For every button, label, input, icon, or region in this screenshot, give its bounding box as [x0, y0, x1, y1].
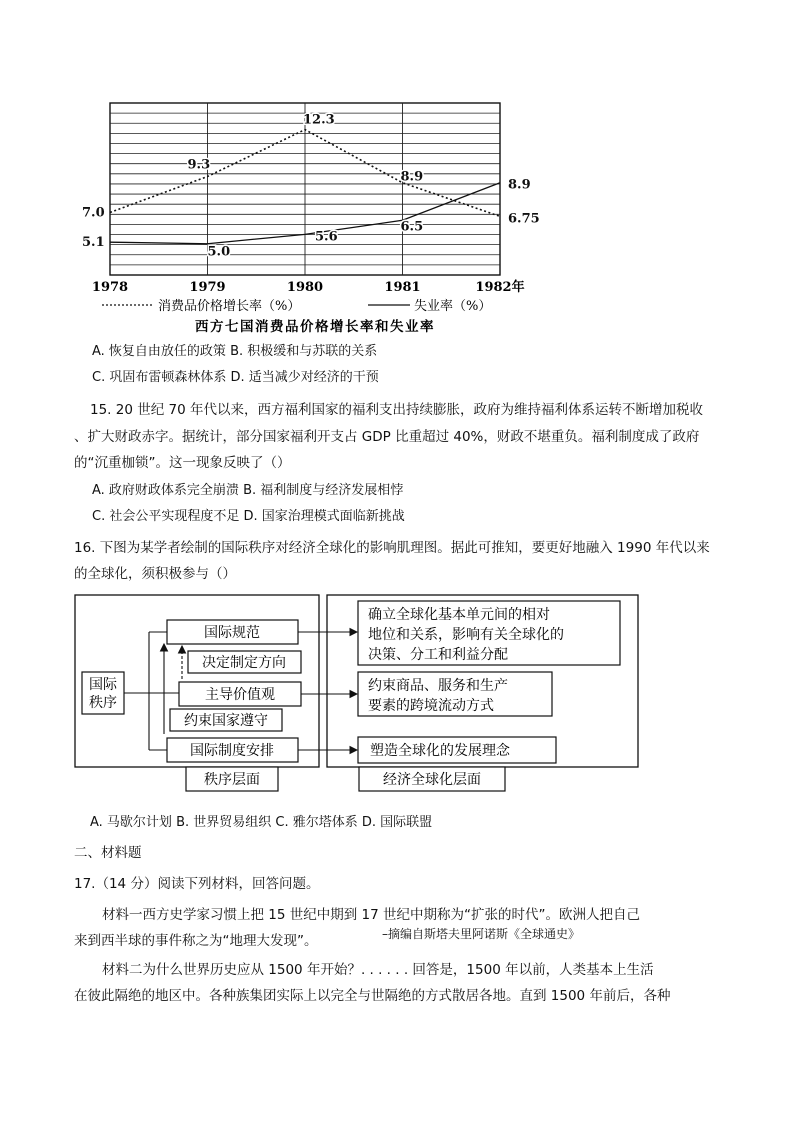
- q14-options-row2: [92, 369, 379, 387]
- line-chart: [80, 95, 550, 340]
- right-box-1-line-1: 确立全球化基本单元间的相对: [368, 607, 550, 623]
- q16-option-a[interactable]: A. 马歇尔计划: [90, 815, 172, 830]
- q15-option-d[interactable]: D. 国家治理模式面临新挑战: [243, 509, 405, 524]
- legend-unemployment-label: 失业率（%）: [414, 299, 492, 314]
- q17-material1-source: –摘编自斯塔夫里阿诺斯《全球通史》: [382, 927, 581, 941]
- intl-norms-label: 国际规范: [204, 625, 260, 641]
- right-box-1-line-3: 决策、分工和利益分配: [368, 647, 508, 663]
- x-tick-label: 1979: [189, 280, 226, 295]
- q15-option-b[interactable]: B. 福利制度与经济发展相悖: [243, 483, 404, 498]
- constrain-states-label: 约束国家遵守: [184, 713, 268, 729]
- legend-cpi-label: 消费品价格增长率（%）: [158, 299, 301, 314]
- q16-option-d[interactable]: D. 国际联盟: [361, 815, 433, 830]
- intl-institutions-label: 国际制度安排: [190, 743, 274, 759]
- section-2-heading: 二、材料题: [74, 845, 142, 861]
- q14-options-row1: [92, 343, 377, 361]
- chart-legend: [102, 298, 491, 314]
- chart-value-labels: [82, 113, 540, 260]
- right-box-2-line-2: 要素的跨境流动方式: [368, 698, 494, 714]
- q14-option-a[interactable]: A. 恢复自由放任的政策: [92, 344, 226, 359]
- order-globalization-diagram: [74, 594, 646, 794]
- x-tick-label: 1981: [384, 280, 421, 295]
- q15-stem-line2: 、扩大财政赤字。据统计，部分国家福利开支占 GDP 比重超过 40%，财政不堪重负。福利制度成了政府: [74, 429, 700, 445]
- q15-options-row1: [92, 482, 403, 500]
- data-label: 9.3: [187, 157, 211, 173]
- q15-option-a[interactable]: A. 政府财政体系完全崩溃: [92, 483, 239, 498]
- data-label: 6.75: [508, 211, 540, 227]
- intl-order-label-1: 国际: [89, 677, 117, 693]
- q14-option-d[interactable]: D. 适当减少对经济的干预: [230, 370, 379, 385]
- data-label: 12.3: [303, 112, 335, 128]
- q16-options-row: [90, 814, 432, 832]
- dominant-values-label: 主导价值观: [205, 687, 275, 703]
- q15-options-row2: [92, 508, 405, 526]
- data-label: 5.1: [82, 235, 105, 251]
- data-label: 5.6: [315, 229, 338, 245]
- chart-title: 西方七国消费品价格增长率和失业率: [195, 319, 435, 335]
- right-box-2-line-1: 约束商品、服务和生产: [368, 678, 508, 694]
- q15-stem-line1: 15. 20 世纪 70 年代以来，西方福利国家的福利支出持续膨胀，政府为维持福利体系运转不断增加税收: [90, 402, 703, 418]
- right-box-1-line-2: 地位和关系，影响有关全球化的: [368, 627, 564, 643]
- order-level-label: 秩序层面: [204, 772, 260, 788]
- q17-material2-line2: 在彼此隔绝的地区中。各种族集团实际上以完全与世隔绝的方式散居各地。直到 1500 年前后，各种: [74, 988, 671, 1004]
- q14-option-c[interactable]: C. 巩固布雷顿森林体系: [92, 370, 227, 385]
- q15-option-c[interactable]: C. 社会公平实现程度不足: [92, 509, 240, 524]
- intl-order-label-2: 秩序: [89, 695, 117, 711]
- q17-material2-line1: 材料二为什么世界历史应从 1500 年开始？. . . . . . 回答是，1500 年以前，人类基本上生活: [102, 962, 654, 978]
- x-tick-label: 1982年: [475, 280, 525, 295]
- q16-option-b[interactable]: B. 世界贸易组织: [176, 815, 272, 830]
- q15-stem-line3: 的“沉重枷锁”。这一现象反映了（）: [74, 455, 291, 471]
- q17-material1-line2: 来到西半球的事件称之为“地理大发现”。: [74, 933, 318, 949]
- data-label: 6.5: [400, 219, 424, 235]
- data-label: 8.9: [400, 169, 424, 185]
- chart-x-ticks: [92, 279, 525, 295]
- econ-level-label: 经济全球化层面: [383, 772, 481, 788]
- decide-direction-label: 决定制定方向: [202, 655, 286, 671]
- data-label: 5.0: [207, 244, 231, 260]
- q17-material1-line1: 材料一西方史学家习惯上把 15 世纪中期到 17 世纪中期称为“扩张的时代”。欧洲人把自己: [102, 907, 641, 923]
- x-tick-label: 1978: [91, 280, 129, 295]
- q16-stem-line2: 的全球化，须积极参与（）: [74, 566, 236, 582]
- q16-option-c[interactable]: C. 雅尔塔体系: [275, 815, 358, 830]
- q14-option-b[interactable]: B. 积极缓和与苏联的关系: [230, 344, 378, 359]
- x-tick-label: 1980: [286, 280, 324, 295]
- data-label: 7.0: [82, 205, 105, 221]
- q17-heading: 17.（14 分）阅读下列材料，回答问题。: [74, 876, 320, 892]
- right-box-3-label: 塑造全球化的发展理念: [370, 743, 510, 759]
- data-label: 8.9: [508, 177, 531, 193]
- q16-stem-line1: 16. 下图为某学者绘制的国际秩序对经济全球化的影响肌理图。据此可推知，要更好地融入 1990 年代以来: [74, 540, 710, 556]
